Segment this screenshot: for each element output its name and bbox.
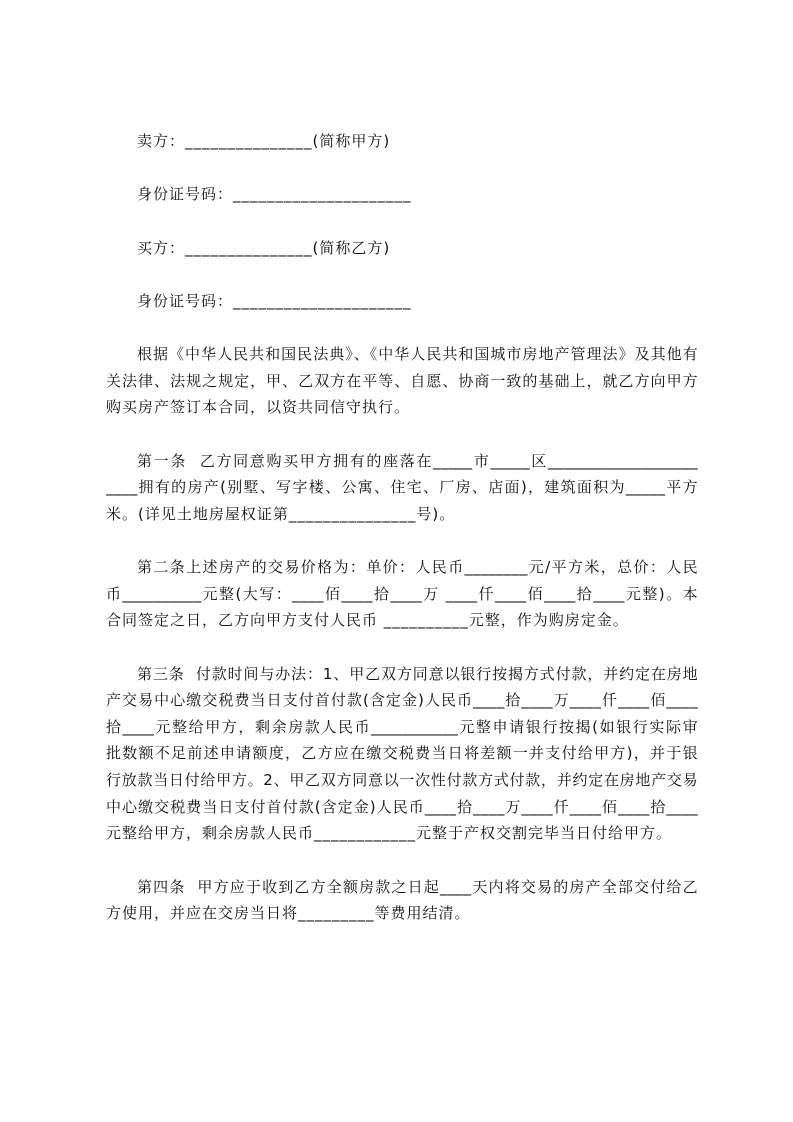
article-1-paragraph: [106, 448, 698, 528]
document-body: [106, 128, 698, 953]
preamble-paragraph: [106, 341, 698, 421]
buyer-line: [106, 235, 698, 262]
text-line: 第三条 付款时间与办法：1、甲乙双方同意以银行按揭方式付款，并约定在房地: [137, 664, 698, 683]
text-line: 购买房产签订本合同，以资共同信守执行。: [106, 398, 411, 417]
text-line: 第一条 乙方同意购买甲方拥有的座落在_____市_____区___________________: [137, 451, 698, 470]
text-line: 批数额不足前述申请额度，乙方应在缴交税费当日将差额一并支付给甲方)，并于银: [106, 744, 698, 763]
buyer-id-line: [106, 288, 698, 315]
article-2-paragraph: [106, 554, 698, 634]
text-line: 第二条上述房产的交易价格为：单价：人民币________元/平方米，总价：人民: [137, 558, 698, 576]
article-3-paragraph: [106, 661, 698, 847]
text-line: 中心缴交税费当日支付首付款(含定金)人民币____拾____万____仟____佰____拾____: [106, 797, 698, 816]
text-line: 买方：_______________(简称乙方): [137, 238, 391, 257]
article-4-paragraph: [106, 874, 698, 927]
text-line: 行放款当日付给甲方。2、甲乙双方同意以一次性付款方式付款，并约定在房地产交易: [106, 771, 698, 789]
text-line: 产交易中心缴交税费当日支付首付款(含定金)人民币____拾____万____仟____佰____: [106, 691, 698, 710]
text-line: ____拥有的房产(别墅、写字楼、公寓、住宅、厂房、店面)，建筑面积为_____平方: [106, 478, 698, 497]
text-line: 关法律、法规之规定，甲、乙双方在平等、自愿、协商一致的基础上，就乙方向甲方: [106, 371, 698, 390]
text-line: 币__________元整(大写：____佰____拾____万 ____仟____佰____拾____元整)。本: [106, 584, 698, 603]
text-line: 第四条 甲方应于收到乙方全额房款之日起____天内将交易的房产全部交付给乙: [137, 877, 698, 896]
text-line: 身份证号码：_____________________: [137, 185, 412, 204]
text-line: 米。(详见土地房屋权证第_______________号)。: [106, 504, 456, 523]
text-line: 卖方：_______________(简称甲方): [137, 132, 391, 150]
text-line: 拾____元整给甲方，剩余房款人民币___________元整申请银行按揭(如银行实际审: [106, 717, 698, 736]
text-line: 元整给甲方，剩余房款人民币____________元整于产权交割完毕当日付给甲方。: [106, 824, 673, 843]
text-line: 身份证号码：_____________________: [137, 291, 412, 310]
text-line: 方使用，并应在交房当日将_________等费用结清。: [106, 904, 471, 923]
text-line: 合同签定之日，乙方向甲方支付人民币 __________元整，作为购房定金。: [106, 611, 629, 630]
seller-line: [106, 128, 698, 155]
seller-id-line: [106, 181, 698, 208]
text-line: 根据《中华人民共和国民法典》、《中华人民共和国城市房地产管理法》及其他有: [137, 345, 698, 363]
